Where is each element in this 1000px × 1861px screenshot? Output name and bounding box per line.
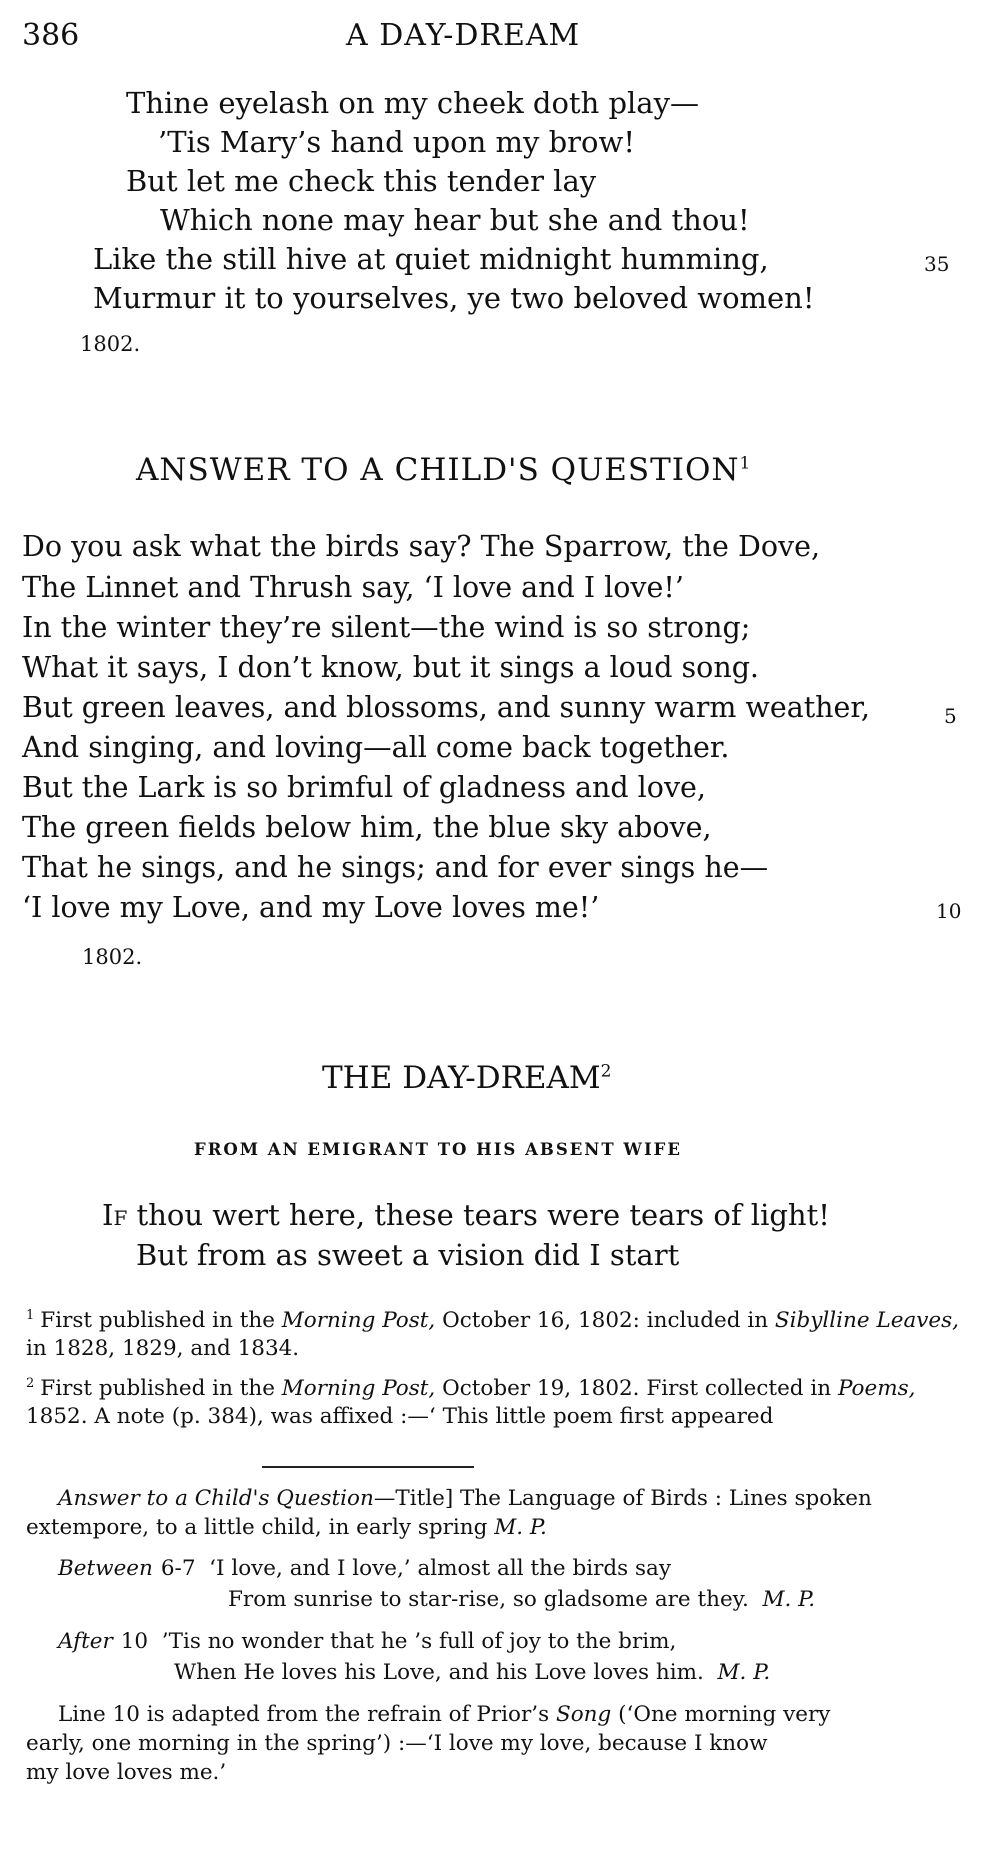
poem-line: But the Lark is so brimful of gladness and love, (22, 771, 706, 804)
variant-text: ‘I love, and I love,’ almost all the birds say (209, 1556, 672, 1581)
footnote-text: 1852. A note (p. 384), was affixed :—‘ This little poem first appeared (26, 1404, 774, 1430)
variant-italic: Song (555, 1702, 612, 1727)
variant-note (26, 1513, 547, 1542)
poem-line: But let me check this tender lay (126, 164, 597, 198)
variant-note (58, 1554, 671, 1583)
poem-line: ’Tis Mary’s hand upon my brow! (158, 125, 635, 159)
footnote-mark: 2 (26, 1376, 35, 1391)
variant-ref: After (58, 1629, 113, 1654)
footnote-text: First published in the (40, 1376, 282, 1402)
poem-title-text: THE DAY-DREAM (322, 1060, 601, 1096)
poem-line: And singing, and loving—all come back together. (22, 731, 730, 764)
variant-source: M. P. (717, 1660, 771, 1685)
footnote-text: First published in the (40, 1308, 282, 1334)
footnote-italic: Morning Post, (281, 1376, 436, 1402)
variant-note (174, 1658, 770, 1687)
variant-text: extempore, to a little child, in early spring (26, 1515, 488, 1540)
footnote-reference: 2 (600, 1061, 612, 1082)
poem-line: But green leaves, and blossoms, and sunny warm weather, (22, 691, 870, 724)
variant-lines: 10 (120, 1629, 149, 1654)
footnote-italic: Poems, (837, 1376, 916, 1402)
poem-line-text: thou wert here, these tears were tears of light! (127, 1198, 830, 1232)
poem-line: ‘I love my Love, and my Love loves me!’ (22, 891, 600, 924)
footnote (26, 1302, 976, 1363)
variant-text: (‘One morning very (611, 1702, 831, 1727)
variant-source: M. P. (494, 1515, 547, 1540)
poem-line: The Linnet and Thrush say, ‘I love and I love!’ (22, 571, 684, 604)
poem-line: Murmur it to yourselves, ye two beloved women! (93, 281, 815, 315)
footnote-italic: Morning Post, (281, 1308, 436, 1334)
poem-line: What it says, I don’t know, but it sings a loud song. (22, 651, 759, 684)
variant-lines: 6-7 (160, 1556, 196, 1581)
footnote-text: in 1828, 1829, and 1834. (26, 1336, 300, 1362)
variant-text: When He loves his Love, and his Love loves him. (174, 1660, 704, 1685)
variant-text: From sunrise to star-rise, so gladsome are they. (228, 1587, 749, 1612)
footnote-divider (262, 1466, 474, 1468)
variant-note (58, 1627, 676, 1656)
footnote (26, 1370, 976, 1431)
variant-note (58, 1700, 830, 1729)
poem-line: The green fields below him, the blue sky above, (22, 811, 712, 844)
variant-italic: Answer to a Child's Question (58, 1486, 374, 1511)
variant-note: early, one morning in the spring’) :—‘I love my love, because I know (26, 1731, 768, 1756)
footnote-text: October 19, 1802. First collected in (435, 1376, 838, 1402)
variant-note: my love loves me.’ (26, 1760, 227, 1785)
footnote-italic: Sibylline Leaves, (774, 1308, 959, 1334)
footnote-mark: 1 (26, 1308, 35, 1323)
footnote-reference: 1 (739, 453, 752, 474)
poem-line: Do you ask what the birds say? The Sparrow, the Dove, (22, 530, 820, 563)
poem-line: That he sings, and he sings; and for ever sings he— (22, 851, 769, 884)
poem-title-text: ANSWER TO A CHILD'S QUESTION (136, 452, 740, 488)
poem-date: 1802. (82, 945, 143, 969)
initial-word: If (102, 1198, 128, 1232)
poem-title (136, 452, 751, 488)
poem-line (102, 1198, 830, 1232)
line-number: 5 (944, 704, 957, 728)
poem-line: Thine eyelash on my cheek doth play— (126, 86, 699, 120)
variant-ref: Between (58, 1556, 153, 1581)
variant-note (58, 1484, 872, 1513)
poem-line: In the winter they’re silent—the wind is so strong; (22, 611, 751, 644)
variant-text: —Title] The Language of Birds : Lines spoken (373, 1486, 872, 1511)
variant-text: ’Tis no wonder that he ’s full of joy to the brim, (161, 1629, 677, 1654)
variant-text: Line 10 is adapted from the refrain of Prior’s (58, 1702, 556, 1727)
poem-line: Which none may hear but she and thou! (160, 203, 750, 237)
poem-subtitle: FROM AN EMIGRANT TO HIS ABSENT WIFE (194, 1140, 682, 1159)
running-title: A DAY-DREAM (346, 18, 581, 53)
poem-title (322, 1060, 612, 1096)
variant-source: M. P. (762, 1587, 816, 1612)
poem-date: 1802. (80, 332, 141, 356)
variant-note (228, 1585, 815, 1614)
line-number: 35 (924, 252, 950, 276)
page-number: 386 (22, 18, 80, 53)
poem-line: But from as sweet a vision did I start (136, 1238, 680, 1272)
poem-line: Like the still hive at quiet midnight humming, (93, 242, 769, 276)
footnote-text: October 16, 1802: included in (435, 1308, 775, 1334)
line-number: 10 (936, 899, 962, 923)
